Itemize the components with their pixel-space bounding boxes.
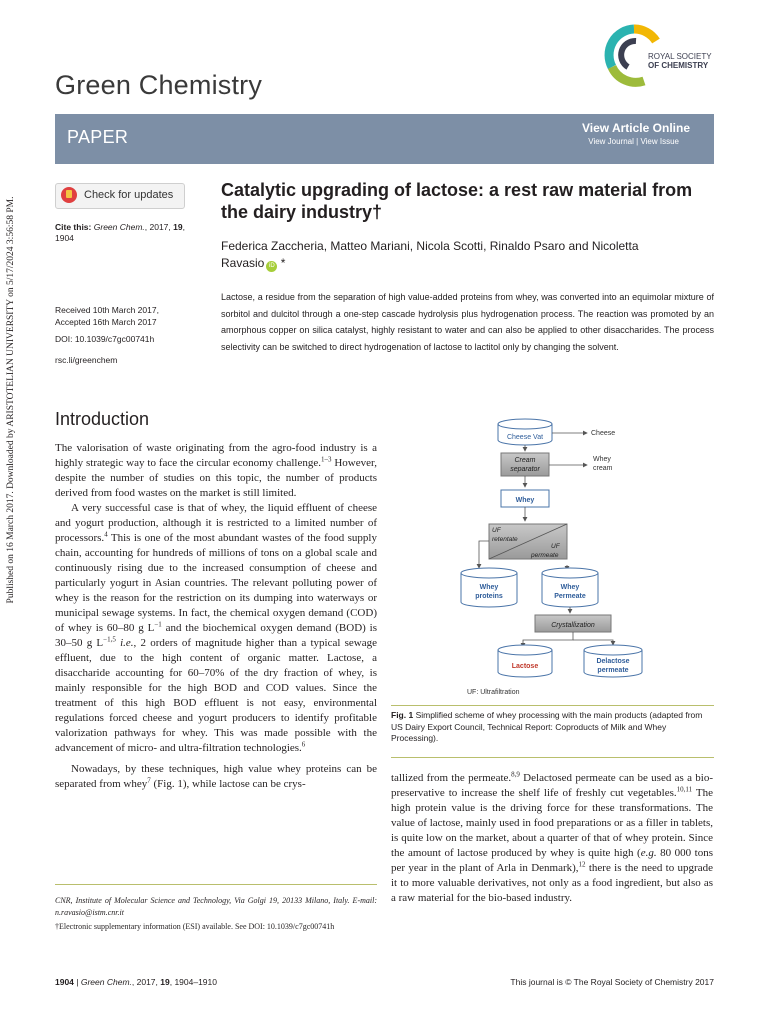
cite-pages: , 1904 (55, 222, 185, 243)
article-title: Catalytic upgrading of lactose: a rest raw material from the dairy industry† (221, 180, 693, 222)
svg-text:Permeate: Permeate (554, 593, 586, 600)
svg-text:Cheese Vat: Cheese Vat (506, 434, 544, 441)
svg-text:proteins: proteins (475, 593, 503, 600)
caption-rule-top (391, 705, 714, 706)
article-banner (55, 114, 714, 164)
svg-text:Whey: Whey (593, 456, 611, 463)
view-article-online-link[interactable]: View Article Online (581, 121, 690, 135)
cite-volume: 19 (173, 222, 183, 232)
logo-inner (621, 41, 636, 67)
logo-line1: ROYAL SOCIETY (648, 52, 712, 61)
svg-text:UF: UF (551, 543, 560, 550)
footnote-esi: †Electronic supplementary information (ESI) available. See DOI: 10.1039/c7gc00741h (55, 922, 335, 931)
cheese-label: Cheese (591, 430, 616, 437)
logo-arc-green (612, 67, 644, 82)
cheese-vat-node (498, 419, 552, 445)
logo-arc-yellow (634, 29, 656, 41)
citation (55, 222, 205, 244)
delactose-permeate-node (584, 645, 642, 677)
orcid-icon[interactable]: iD (266, 261, 277, 272)
svg-text:Delactose: Delactose (596, 658, 630, 665)
journal-url[interactable]: rsc.li/greenchem (55, 355, 118, 365)
svg-text:UF: UF (492, 527, 501, 534)
crossmark-icon (61, 187, 77, 203)
svg-text:cream: cream (593, 465, 613, 472)
caption-text: Simplified scheme of whey processing with the main products (adapted from US Dairy Export Council, Technical Report: Coproducts of Milk and Whey Processing). (391, 710, 703, 743)
footnotes (55, 895, 377, 935)
paragraph-3: Nowadays, by these techniques, high value whey proteins can be separated from whey$^7$ (Fig. 1), while lactose can be crys- (55, 763, 377, 790)
view-issue-link[interactable]: View Issue (640, 137, 679, 146)
svg-text:permeate: permeate (531, 552, 559, 559)
cite-year: , 2017, (144, 222, 174, 232)
svg-text:Whey: Whey (479, 584, 499, 591)
whey-permeate-node (542, 568, 598, 607)
download-notice-text: Published on 16 March 2017. Downloaded by ARISTOTELIAN UNIVERSITY on 5/17/2024 3:56:58 PM. (6, 196, 16, 604)
caption-label: Fig. 1 (391, 710, 414, 720)
figure-1-caption (391, 710, 714, 745)
check-for-updates-button[interactable] (55, 183, 185, 209)
cite-journal: Green Chem. (93, 222, 145, 232)
corresponding-author-mark: * (280, 256, 286, 270)
page-footer-citation: 1904 | Green Chem., 2017, 19, 1904–1910 (55, 977, 217, 987)
svg-text:Lactose: Lactose (511, 663, 539, 670)
cite-label: Cite this: (55, 222, 92, 232)
accepted-date: Accepted 16th March 2017 (55, 317, 157, 327)
body-column-right (391, 771, 713, 906)
svg-text:separator: separator (510, 466, 540, 473)
rsc-logo (604, 23, 724, 87)
figure-legend: UF: Ultrafiltration (467, 689, 520, 696)
paragraph-4: tallized from the permeate.$^{8,9}$ Delactosed permeate can be used as a bio-preservative to increase the shelf life of freshly cut vegetables.$^{10,11}$ The high protein value is the driving force for these transformations. The value of lactose, mainly used in food preparations or as a filler in tablets, is quite low on the market, about a quarter of that of whey protein. Since the amount of lactose produced by whey is quite high (e.g. 80 000 tons per year in the plant of Arla in Denmark),$^{12}$ there is the need to upgrade it to more valuable derivatives, not only as a food ingredient, but also as a raw material for the bio-based industry. (391, 770, 713, 904)
whey-proteins-node (461, 568, 517, 607)
footnote-affiliation: CNR, Institute of Molecular Science and Technology, Via Golgi 19, 20133 Milano, Italy. E-mail: n.ravasio@istm.cnr.it (55, 896, 377, 917)
footnote-rule (55, 884, 377, 885)
arrow-to-delactose (573, 640, 613, 645)
view-journal-link[interactable]: View Journal (588, 137, 634, 146)
author-list (221, 238, 651, 272)
svg-text:permeate: permeate (597, 667, 629, 674)
banner-link-separator: | (636, 137, 639, 146)
paragraph-1: The valorisation of waste originating from the agro-food industry is a highly strategic way to face the circular economy challenge.$^{1-3}$ However, despite the number of studies on this topic, the number of products derived from food wastes on the market is still limited. (55, 442, 377, 499)
journal-name: Green Chemistry (55, 70, 263, 100)
abstract: Lactose, a residue from the separation of high value-added proteins from whey, was converted into an equimolar mixture of sorbitol and dulcitol through a one-step cascade hydrolysis plus hydrogenation process. The reaction was promoted by an amorphous copper on silica catalyst, highly resistant to water and can also be applied to other disaccharides. The process selectivity can be switched to direct hydrogenation of lactose to lactitol only by changing the solvent. (221, 292, 714, 352)
figure-1-whey-scheme (391, 410, 714, 700)
article-type: PAPER (67, 127, 129, 147)
paragraph-2: A very successful case is that of whey, the liquid effluent of cheese and yogurt production, although it is restricted to a limited number of processors.$^4$ This is one of the most abundant wastes of the food supply chain, accounting for hundreds of millions of tons on a global scale and continuously rising due to the increased consumption of cheese and particularly yogurt in Asian countries. The relevant polluting power of whey is the reason for the restriction on its dumping into waterways or municipal sewage systems. In fact, the chemical oxygen demand (COD) of whey is 60–80 g $L^{-1}$ and the biochemical oxygen demand (BOD) is 30–50 g $L^{-1,5}$ i.e., 2 orders of magnitude higher than a typical sewage effluent, due to the high content of organic matter. Lactose, a disaccharide accounting for 60–70% of the dry fraction of whey, is mainly responsible for the high BOD and COD values. Since the treatment of this high BOD effluent is not easy, environmental regulations forced cheese and yogurt producers to identify profitable valorization pathways for whey. This was made possible with the advancement of micro- and ultra-filtration technologies.$^6$ (55, 502, 378, 754)
authors-text: Federica Zaccheria, Matteo Mariani, Nicola Scotti, Rinaldo Psaro and Nicoletta Ravasio (221, 239, 639, 270)
check-for-updates-label: Check for updates (84, 189, 174, 201)
doi[interactable]: DOI: 10.1039/c7gc00741h (55, 334, 155, 344)
svg-text:Cream: Cream (514, 457, 536, 464)
svg-text:Crystallization: Crystallization (551, 622, 595, 629)
svg-text:Whey: Whey (515, 497, 535, 504)
section-heading-introduction: Introduction (55, 409, 150, 429)
caption-rule-bottom (391, 757, 714, 758)
svg-text:Whey: Whey (560, 584, 580, 591)
received-date: Received 10th March 2017, (55, 305, 159, 315)
page-footer-copyright: This journal is © The Royal Society of Chemistry 2017 (510, 977, 714, 987)
banner-links (588, 137, 679, 146)
body-column-left (55, 441, 377, 792)
arrow-to-whey-proteins (479, 541, 489, 568)
logo-line2: OF CHEMISTRY (648, 61, 709, 70)
download-notice (4, 170, 18, 630)
svg-text:retentate: retentate (492, 536, 518, 543)
lactose-node (498, 645, 552, 677)
